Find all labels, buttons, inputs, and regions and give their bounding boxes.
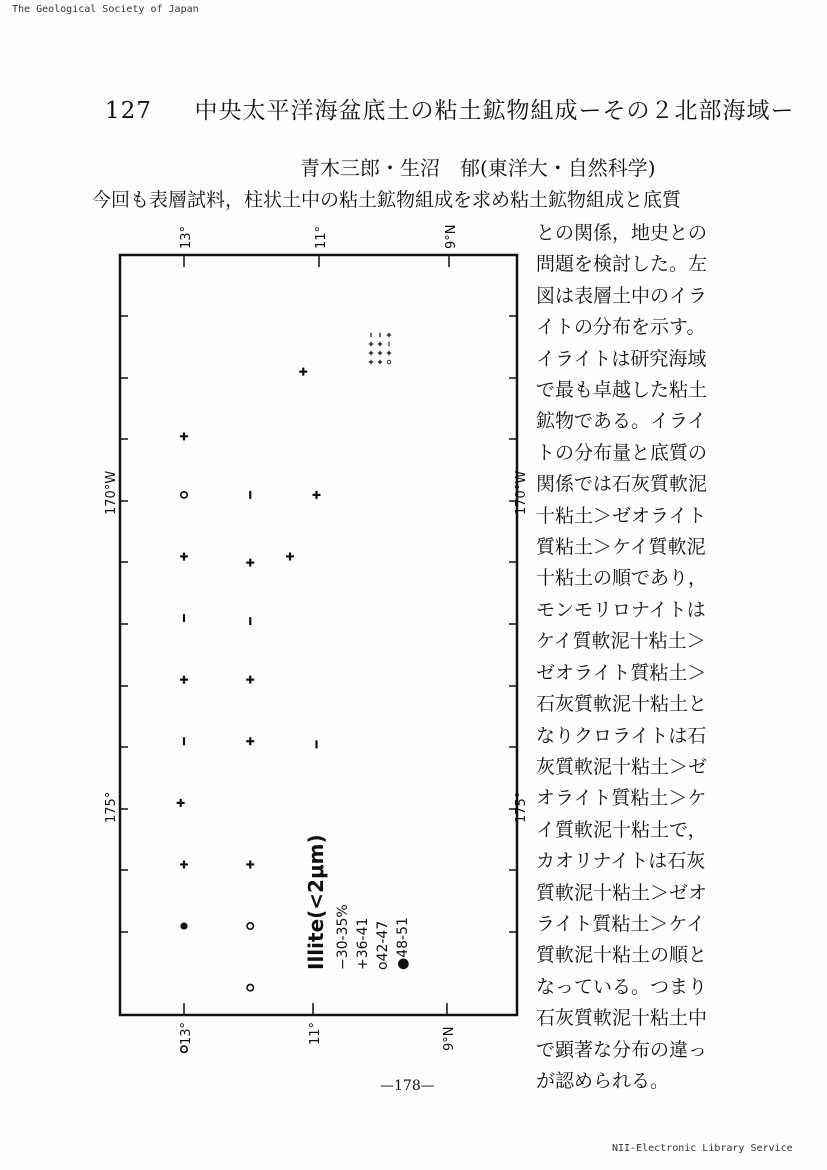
- body-line: 質軟泥十粘土＞ゼオ: [536, 881, 708, 904]
- lat-label-13-bottom: 13°: [179, 1021, 194, 1045]
- sample-cross-mark: [369, 360, 373, 364]
- sample-cross-mark: [286, 552, 294, 560]
- sample-circle-mark: [247, 984, 253, 990]
- lat-label-11-top: 11°: [314, 225, 329, 249]
- paper-authors: 青木三郎・生沼 郁(東洋大・自然科学): [300, 156, 656, 180]
- sample-points: [177, 368, 321, 1053]
- page-number: —178—: [380, 1078, 435, 1094]
- sample-cross-mark: [246, 559, 254, 567]
- paper-title: 中央太平洋海盆底土の粘土鉱物組成ーその２北部海域ー: [194, 98, 795, 124]
- legend-title: Illite(<2μm): [304, 834, 328, 970]
- body-line: で顕著な分布の違っ: [536, 1038, 708, 1061]
- lon-label-170w-right: 170°W: [514, 470, 529, 515]
- sample-circle-mark: [387, 360, 391, 364]
- intro-text: 今回も表層試料，柱状土中の粘土鉱物組成を求め粘土鉱物組成と底質: [92, 189, 682, 211]
- body-line: 図は表層土中のイラ: [536, 284, 708, 307]
- library-footer: NII-Electronic Library Service: [612, 1143, 793, 1154]
- sample-cross-mark: [180, 432, 188, 440]
- sample-cross-mark: [180, 860, 188, 868]
- paper-title-line: [105, 92, 795, 125]
- lon-label-175-left: 175°: [104, 791, 119, 823]
- body-line: ケイ質軟泥十粘土＞: [536, 630, 706, 653]
- illite-distribution-map: [95, 224, 529, 1055]
- legend-item-30-35: −30-35%: [335, 904, 351, 970]
- legend-item-48-51: ●48-51: [395, 917, 411, 970]
- sample-circle-mark: [181, 1046, 187, 1052]
- body-text: [536, 218, 746, 1097]
- body-line: トの分布量と底質の: [536, 441, 708, 464]
- body-line: 関係では石灰質軟泥: [536, 473, 708, 496]
- body-line: 質軟泥十粘土の順と: [536, 944, 708, 967]
- sample-cross-mark: [313, 491, 321, 499]
- body-line: 十粘土＞ゼオライト: [536, 504, 707, 527]
- body-line: 石灰質軟泥十粘土と: [536, 693, 708, 716]
- lon-label-170w-left: 170°W: [104, 470, 119, 515]
- lat-label-11-bottom: 11°: [308, 1021, 323, 1045]
- body-line: ライト質粘土＞ケイ: [536, 912, 706, 935]
- body-line: なりクロライトは石: [536, 724, 707, 747]
- body-line: で最も卓越した粘土: [536, 379, 708, 402]
- sample-cross-mark: [378, 342, 382, 346]
- body-line: オライト質粘土＞ケ: [536, 787, 707, 810]
- body-line: イ質軟泥十粘土で，: [536, 818, 707, 841]
- sample-cross-mark: [246, 737, 254, 745]
- sample-circle-mark: [247, 923, 253, 929]
- body-line: 問題を検討した。左: [536, 253, 708, 276]
- paper-number: 127: [105, 98, 152, 124]
- body-line: 十粘土の順であり，: [536, 567, 708, 590]
- legend-item-36-41: +36-41: [355, 917, 371, 970]
- sample-cross-mark: [378, 360, 382, 364]
- sample-cross-mark: [180, 552, 188, 560]
- sample-cross-mark: [378, 351, 382, 355]
- body-line: が認められる。: [536, 1069, 670, 1092]
- body-line: 質粘土＞ケイ質軟泥: [536, 536, 706, 559]
- body-line: との関係，地史との: [536, 222, 708, 244]
- body-line: イトの分布を示す。: [536, 316, 706, 339]
- legend-sample-grid: [369, 333, 391, 364]
- sample-cross-mark: [369, 351, 373, 355]
- sample-cross-mark: [369, 342, 373, 346]
- sample-dot-mark: [180, 922, 187, 929]
- sample-cross-mark: [299, 368, 307, 376]
- body-line: モンモリロナイトは: [536, 598, 706, 621]
- body-line: カオリナイトは石灰: [536, 850, 706, 873]
- body-line: ゼオライト質粘土＞: [536, 661, 707, 684]
- sample-cross-mark: [387, 333, 391, 337]
- body-line: なっている。つまり: [536, 975, 708, 998]
- sample-cross-mark: [180, 676, 188, 684]
- legend-item-42-47: o42-47: [375, 920, 391, 970]
- body-line: イライトは研究海域: [536, 347, 707, 370]
- map-legend: [304, 834, 411, 970]
- lat-label-13-top: 13°: [179, 225, 194, 249]
- lat-label-9n-bottom: 9°N: [442, 1026, 457, 1051]
- sample-cross-mark: [387, 351, 391, 355]
- body-line: 鉱物である。イライ: [536, 410, 707, 433]
- sample-cross-mark: [177, 799, 185, 807]
- body-line: 灰質軟泥十粘土＞ゼ: [536, 755, 708, 778]
- lon-label-175-right: 175°: [514, 791, 529, 823]
- sample-cross-mark: [246, 676, 254, 684]
- society-header: The Geological Society of Japan: [12, 4, 199, 15]
- lat-label-9n-top: 9°N: [444, 224, 459, 249]
- sample-cross-mark: [246, 860, 254, 868]
- sample-circle-mark: [181, 492, 187, 498]
- body-line: 石灰質軟泥十粘土中: [536, 1007, 708, 1030]
